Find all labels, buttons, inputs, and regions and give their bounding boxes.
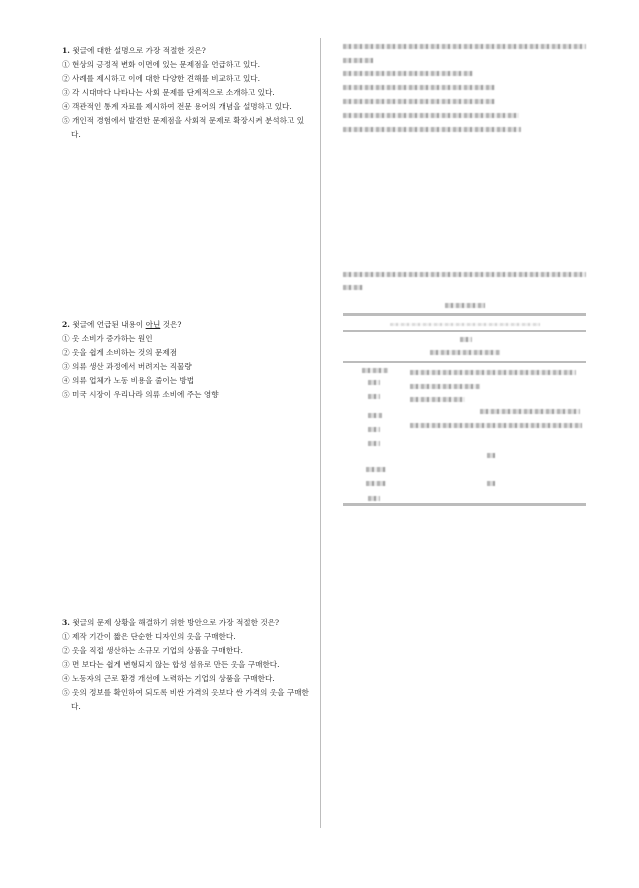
blurred-line bbox=[368, 496, 380, 501]
blurred-line bbox=[368, 413, 382, 418]
blurred-line bbox=[390, 323, 540, 326]
blurred-line bbox=[445, 303, 485, 308]
choice[interactable]: ⑤ 개인적 경험에서 발견한 문제점을 사회적 문제로 확장시켜 분석하고 있다. bbox=[62, 116, 305, 139]
choice[interactable]: ② 옷을 직접 생산하는 소규모 기업의 상품을 구매한다. bbox=[62, 646, 243, 655]
question-2-text-before: 윗글에 언급된 내용이 bbox=[72, 320, 146, 329]
blurred-line bbox=[410, 423, 582, 428]
question-1-text: 윗글에 대한 설명으로 가장 적절한 것은? bbox=[72, 46, 206, 55]
blurred-line bbox=[343, 71, 473, 76]
choice[interactable]: ③ 의류 생산 과정에서 버려지는 직물량 bbox=[62, 362, 192, 371]
choice[interactable]: ④ 객관적인 통계 자료를 제시하여 전문 용어의 개념을 설명하고 있다. bbox=[62, 102, 292, 111]
question-2-number: 2. bbox=[62, 320, 70, 329]
question-2-choices bbox=[62, 332, 312, 402]
table-rule bbox=[343, 503, 586, 506]
blurred-line bbox=[343, 127, 521, 132]
blurred-line bbox=[487, 481, 495, 486]
blurred-line bbox=[368, 380, 380, 385]
question-2 bbox=[62, 318, 312, 402]
question-3-number: 3. bbox=[62, 618, 70, 627]
blurred-line bbox=[410, 397, 465, 402]
blurred-line bbox=[410, 384, 480, 389]
blurred-line bbox=[343, 44, 586, 49]
choice[interactable]: ③ 면 보다는 쉽게 변형되지 않는 합성 섬유로 만든 옷을 구매한다. bbox=[62, 660, 280, 669]
blurred-line bbox=[368, 427, 380, 432]
blurred-line bbox=[366, 481, 386, 486]
question-3-choices bbox=[62, 630, 312, 714]
blurred-line bbox=[480, 409, 580, 414]
blurred-line bbox=[368, 441, 380, 446]
choice[interactable]: ① 옷 소비가 증가하는 원인 bbox=[62, 334, 153, 343]
column-divider bbox=[320, 38, 321, 828]
question-1-stem bbox=[62, 44, 312, 58]
question-3-stem bbox=[62, 616, 312, 630]
choice[interactable]: ① 현상의 긍정적 변화 이면에 있는 문제점을 언급하고 있다. bbox=[62, 60, 261, 69]
choice[interactable]: ① 제작 기간이 짧은 단순한 디자인의 옷을 구매한다. bbox=[62, 632, 236, 641]
choice[interactable]: ⑤ 미국 시장이 우리나라 의류 소비에 주는 영향 bbox=[62, 390, 219, 399]
blurred-line bbox=[343, 85, 495, 90]
table-rule bbox=[343, 361, 586, 363]
question-2-text-underlined: 아닌 bbox=[145, 320, 161, 329]
question-1-choices bbox=[62, 58, 312, 142]
choice[interactable]: ④ 의류 업체가 노동 비용을 줄이는 방법 bbox=[62, 376, 195, 385]
question-3 bbox=[62, 616, 312, 714]
blurred-line bbox=[366, 467, 386, 472]
table-rule bbox=[343, 330, 586, 332]
blurred-line bbox=[430, 350, 500, 355]
blurred-line bbox=[368, 394, 380, 399]
question-2-stem bbox=[62, 318, 312, 332]
blurred-line bbox=[343, 58, 373, 63]
question-1 bbox=[62, 44, 312, 142]
choice[interactable]: ② 옷을 쉽게 소비하는 것의 문제점 bbox=[62, 348, 178, 357]
question-1-number: 1. bbox=[62, 46, 70, 55]
blurred-line bbox=[343, 113, 519, 118]
blurred-line bbox=[343, 272, 586, 277]
blurred-line bbox=[410, 370, 576, 375]
blurred-line bbox=[343, 99, 495, 104]
choice[interactable]: ③ 각 시대마다 나타나는 사회 문제를 단계적으로 소개하고 있다. bbox=[62, 88, 275, 97]
blurred-line bbox=[362, 368, 388, 373]
choice[interactable]: ② 사례를 제시하고 이에 대한 다양한 견해를 비교하고 있다. bbox=[62, 74, 261, 83]
question-2-text-after: 것은? bbox=[160, 320, 182, 329]
blurred-line bbox=[487, 453, 495, 458]
table-rule bbox=[343, 313, 586, 316]
choice[interactable]: ⑤ 옷의 정보를 확인하여 되도록 비싼 가격의 옷보다 싼 가격의 옷을 구매한다. bbox=[62, 688, 309, 711]
question-3-text: 윗글의 문제 상황을 해결하기 위한 방안으로 가장 적절한 것은? bbox=[72, 618, 280, 627]
choice[interactable]: ④ 노동자의 근로 환경 개선에 노력하는 기업의 상품을 구매한다. bbox=[62, 674, 275, 683]
blurred-line bbox=[460, 337, 472, 342]
blurred-line bbox=[343, 285, 363, 290]
